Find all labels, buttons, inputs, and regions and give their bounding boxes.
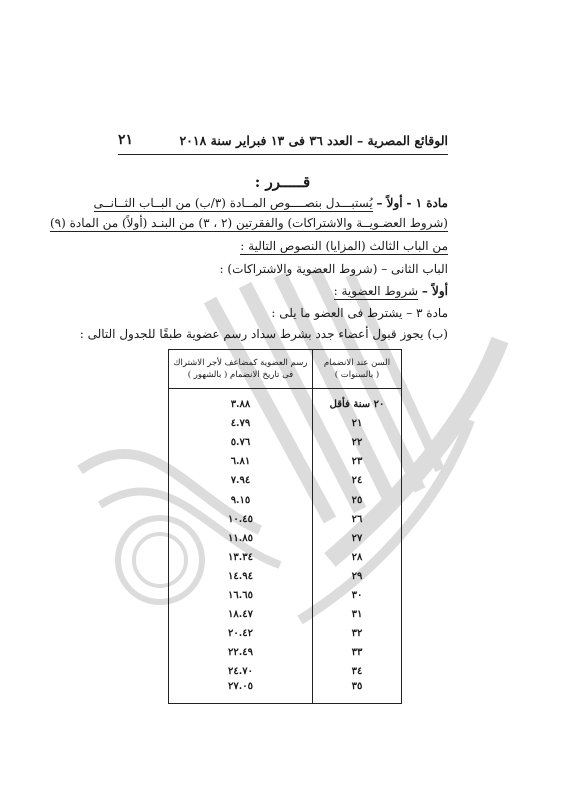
fee-cell: ١٨.٤٧ bbox=[169, 605, 313, 624]
fee-cell: ١٦.٦٥ bbox=[169, 586, 313, 605]
membership-conditions-line bbox=[334, 284, 448, 298]
table-row bbox=[169, 389, 402, 415]
age-cell: ٢٣ bbox=[313, 452, 402, 471]
age-header-line1: السن عند الانضمام bbox=[323, 357, 391, 368]
age-cell: ٣٠ bbox=[313, 586, 402, 605]
fee-cell: ١١.٨٥ bbox=[169, 529, 313, 548]
table-row bbox=[169, 586, 402, 605]
article1-label: مادة ١ - bbox=[406, 196, 448, 210]
membership-first-label: أولاً – bbox=[421, 284, 448, 298]
fee-cell: ١٠.٤٥ bbox=[169, 510, 313, 529]
table-row bbox=[169, 452, 402, 471]
fee-column-header bbox=[169, 350, 313, 389]
header-title: الوقائع المصرية – العدد ٣٦ فى ١٣ فبراير سنة ٢٠١٨ bbox=[179, 133, 448, 148]
page-number: ٢١ bbox=[118, 132, 134, 148]
fee-cell: ٩.١٥ bbox=[169, 490, 313, 509]
article1-line3-text: من الباب الثالث (المزايا) النصوص التالية : bbox=[240, 239, 448, 253]
fee-header-line2: فى تاريخ الانضمام ( بالشهور ) bbox=[187, 370, 294, 380]
fee-header-line1: رسم العضوية كمضاعف لأجر الاشتراك bbox=[173, 357, 308, 368]
clause-b-line bbox=[80, 327, 448, 341]
table-row bbox=[169, 567, 402, 586]
membership-conditions-text: شروط العضوية : bbox=[333, 284, 419, 298]
fee-cell: ٢٤.٧٠ bbox=[169, 662, 313, 681]
table-row bbox=[169, 529, 402, 548]
fee-cell: ١٣.٣٤ bbox=[169, 548, 313, 567]
age-column-header bbox=[313, 350, 402, 389]
article1-line2 bbox=[50, 216, 448, 230]
age-cell: ٣٤ bbox=[313, 662, 402, 681]
table-row bbox=[169, 414, 402, 433]
article3-text: مادة ٣ – يشترط فى العضو ما يلى : bbox=[271, 306, 448, 320]
age-cell: ٣٥ bbox=[313, 681, 402, 704]
age-cell: ٢١ bbox=[313, 414, 402, 433]
age-cell: ٢٧ bbox=[313, 529, 402, 548]
table-row bbox=[169, 624, 402, 643]
fee-cell: ٥.٧٦ bbox=[169, 433, 313, 452]
article1-line3 bbox=[240, 239, 448, 253]
table-row bbox=[169, 643, 402, 662]
table-row bbox=[169, 433, 402, 452]
article1-line1 bbox=[94, 196, 448, 210]
fee-cell: ٣.٨٨ bbox=[169, 389, 313, 415]
age-cell: ٢٠ سنة فأقل bbox=[313, 389, 402, 415]
table-row bbox=[169, 490, 402, 509]
table-row bbox=[169, 681, 402, 704]
header-divider bbox=[118, 154, 448, 155]
decree-title: قـــــرر : bbox=[254, 173, 311, 191]
table-header-row bbox=[169, 350, 402, 389]
fee-cell: ١٤.٩٤ bbox=[169, 567, 313, 586]
membership-fee-table bbox=[168, 349, 402, 704]
table-row bbox=[169, 662, 402, 681]
age-header-line2: ( بالسنوات ) bbox=[334, 370, 380, 380]
chapter-two-text: الباب الثانى – (شروط العضوية والاشتراكات) : bbox=[219, 262, 448, 276]
age-cell: ٢٦ bbox=[313, 510, 402, 529]
age-cell: ٢٤ bbox=[313, 471, 402, 490]
table-row bbox=[169, 605, 402, 624]
article1-line2-text: (شروط العضـويــة والاشتراكات) والفقرتين (٢ ، ٣) من البنـد (أولاً) من المادة (٩) bbox=[49, 216, 448, 230]
age-cell: ٢٩ bbox=[313, 567, 402, 586]
clause-b-text: (ب) يجوز قبول أعضاء جدد بشرط سداد رسم عضوية طبقًا للجدول التالى : bbox=[79, 327, 448, 341]
age-cell: ٢٢ bbox=[313, 433, 402, 452]
age-cell: ٣٣ bbox=[313, 643, 402, 662]
fee-cell: ٢٢.٤٩ bbox=[169, 643, 313, 662]
article1-first-label: أولاً – bbox=[376, 196, 403, 210]
table-row bbox=[169, 471, 402, 490]
fee-cell: ٤.٧٩ bbox=[169, 414, 313, 433]
age-cell: ٣١ bbox=[313, 605, 402, 624]
age-cell: ٢٨ bbox=[313, 548, 402, 567]
table-row bbox=[169, 510, 402, 529]
fee-cell: ٧.٩٤ bbox=[169, 471, 313, 490]
article1-line1-text: يُستبـــدل بنصــــوص المــادة (٣/ب) من البــاب الثــانــى bbox=[93, 196, 373, 210]
chapter-two-line bbox=[220, 262, 448, 276]
article3-line bbox=[271, 306, 448, 320]
fee-cell: ٢٧.٠٥ bbox=[169, 681, 313, 704]
age-cell: ٢٥ bbox=[313, 490, 402, 509]
fee-cell: ٦.٨١ bbox=[169, 452, 313, 471]
table-row bbox=[169, 548, 402, 567]
age-cell: ٣٢ bbox=[313, 624, 402, 643]
fee-cell: ٢٠.٤٢ bbox=[169, 624, 313, 643]
page-header bbox=[118, 133, 448, 155]
